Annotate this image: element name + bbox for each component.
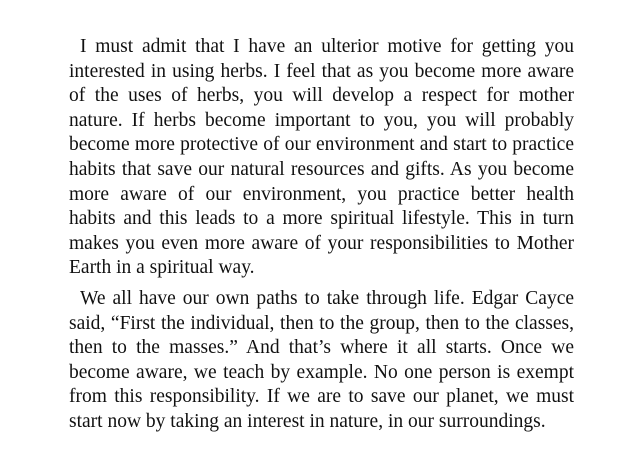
paragraph-2: We all have our own paths to take through life. Edgar Cayce said, “First the individual, then to the group, then to the classes, then to the masses.” And that’s where it all starts. Once we become aware, we teach by example. No one person is exempt from this responsibility. If we are to save our planet, we must start now by taking an interest in nature, in our surroundings. [69, 288, 574, 432]
paragraph-1: I must admit that I have an ulterior motive for getting you interested in using herbs. I feel that as you become more aware of the uses of herbs, you will develop a respect for mother nature. If herbs become important to you, you will probably become more protective of our environment and start to practice habits that save our natural resources and gifts. As you become more aware of our environment, you practice better health habits and this leads to a more spiritual lifestyle. This in turn makes you even more aware of your responsibilities to Mother Earth in a spiritual way. [69, 36, 574, 279]
